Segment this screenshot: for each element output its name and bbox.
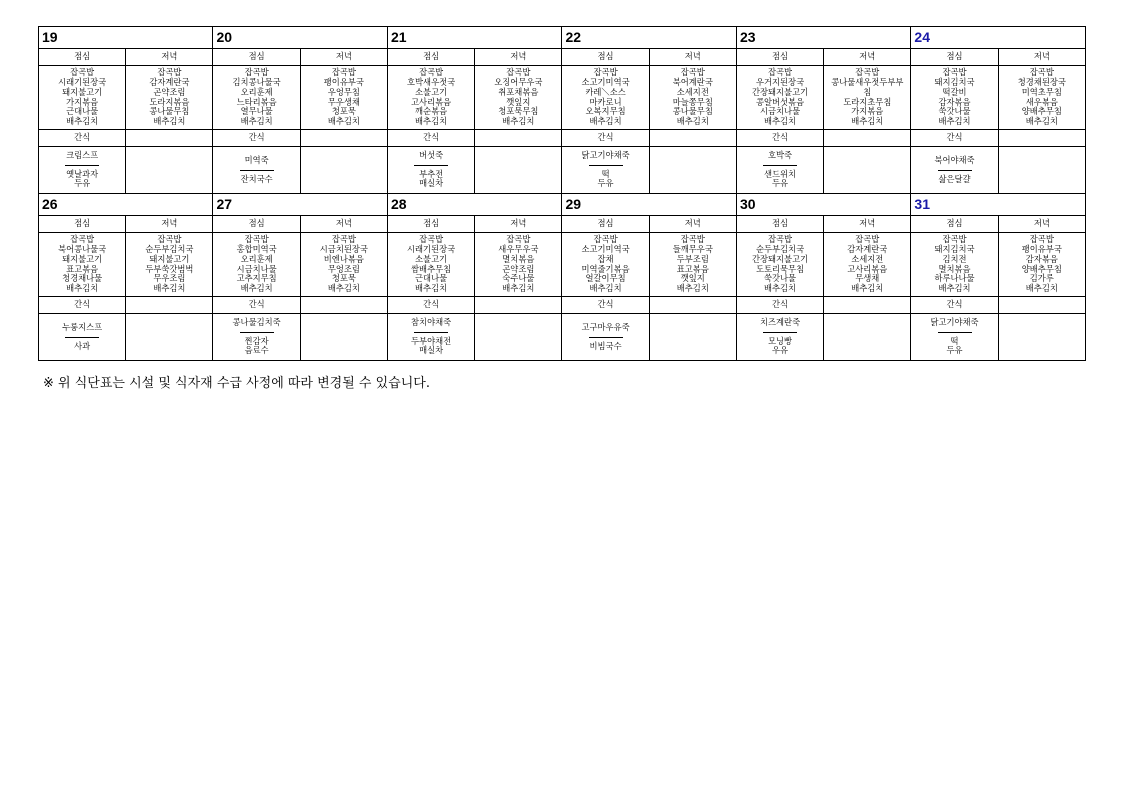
snack-header: 간식 xyxy=(387,130,474,147)
lunch-menu: 잡곡밥 호박새우젓국 소불고기 고사리볶음 깨순볶음 배추김치 xyxy=(387,66,474,130)
snack-divider xyxy=(414,165,448,166)
dinner-header: 저녁 xyxy=(649,216,736,233)
lunch-header: 점심 xyxy=(387,216,474,233)
lunch-menu: 잡곡밥 시래기된장국 돼지불고기 가지볶음 근대나물 배추김치 xyxy=(39,66,126,130)
lunch-menu: 잡곡밥 순두부김치국 간장돼지불고기 도토리묵무침 쑥갓나물 배추김치 xyxy=(736,233,823,297)
lunch-menu: 잡곡밥 시래기된장국 소불고기 쌈배추무침 근대나물 배추김치 xyxy=(387,233,474,297)
day-number: 23 xyxy=(736,27,910,49)
empty-cell xyxy=(824,314,911,361)
lunch-header: 점심 xyxy=(213,49,300,66)
day-number: 20 xyxy=(213,27,387,49)
dinner-header: 저녁 xyxy=(998,216,1085,233)
snack-header: 간식 xyxy=(39,130,126,147)
snack-main: 미역죽 xyxy=(244,154,269,165)
lunch-header: 점심 xyxy=(387,49,474,66)
empty-cell xyxy=(649,314,736,361)
table-row xyxy=(39,233,1086,297)
snack-main: 치즈계란죽 xyxy=(760,316,801,327)
empty-cell xyxy=(998,130,1085,147)
empty-cell xyxy=(126,130,213,147)
empty-cell xyxy=(475,147,562,194)
lunch-header: 점심 xyxy=(911,49,998,66)
lunch-header: 점심 xyxy=(39,49,126,66)
snack-main: 참치야채죽 xyxy=(411,316,452,327)
snack-side: 떡 두유 xyxy=(597,168,614,189)
lunch-menu: 잡곡밥 홍합미역국 오리훈제 시금치나물 고추지무침 배추김치 xyxy=(213,233,300,297)
empty-cell xyxy=(475,297,562,314)
snack-header: 간식 xyxy=(911,297,998,314)
snack-header: 간식 xyxy=(213,130,300,147)
snack-header: 간식 xyxy=(911,130,998,147)
snack-header: 간식 xyxy=(736,297,823,314)
snack-divider xyxy=(938,170,972,171)
lunch-header: 점심 xyxy=(562,49,649,66)
dinner-menu: 잡곡밥 북어계란국 소세지전 마늘쫑무침 콩나물무침 배추김치 xyxy=(649,66,736,130)
day-number: 19 xyxy=(39,27,213,49)
snack-divider xyxy=(240,332,274,333)
snack-side: 비빔국수 xyxy=(589,340,622,351)
snack-menu xyxy=(39,147,126,194)
snack-divider xyxy=(414,332,448,333)
snack-menu xyxy=(562,147,649,194)
dinner-header: 저녁 xyxy=(475,49,562,66)
empty-cell xyxy=(300,314,387,361)
table-row xyxy=(39,297,1086,314)
dinner-menu: 잡곡밥 콩나물새우젓두부부 침 도라지초무침 가지볶음 배추김치 xyxy=(824,66,911,130)
dinner-menu: 잡곡밥 오징어무우국 취포채볶음 깻잎지 청포묵무침 배추김치 xyxy=(475,66,562,130)
dinner-menu: 잡곡밥 팽이유부국 감자볶음 양배추무침 김가루 배추김치 xyxy=(998,233,1085,297)
snack-menu xyxy=(911,314,998,361)
snack-header: 간식 xyxy=(39,297,126,314)
snack-side: 사과 xyxy=(74,340,91,351)
empty-cell xyxy=(824,297,911,314)
table-row xyxy=(39,147,1086,194)
dinner-menu: 잡곡밥 순두부김치국 돼지불고기 두부쑥갓범벅 무우조림 배추김치 xyxy=(126,233,213,297)
snack-menu xyxy=(213,147,300,194)
day-number: 28 xyxy=(387,194,561,216)
snack-header: 간식 xyxy=(562,130,649,147)
day-number: 30 xyxy=(736,194,910,216)
snack-side: 떡 두유 xyxy=(946,335,963,356)
lunch-menu: 잡곡밥 김치콩나물국 오리훈제 느타리볶음 열무나물 배추김치 xyxy=(213,66,300,130)
snack-side: 샌드위치 두유 xyxy=(764,168,797,189)
day-number: 31 xyxy=(911,194,1086,216)
snack-header: 간식 xyxy=(736,130,823,147)
snack-main: 버섯죽 xyxy=(419,149,444,160)
lunch-header: 점심 xyxy=(39,216,126,233)
snack-menu xyxy=(213,314,300,361)
day-number: 24 xyxy=(911,27,1086,49)
snack-side: 모닝빵 우유 xyxy=(768,335,793,356)
snack-header: 간식 xyxy=(562,297,649,314)
snack-header: 간식 xyxy=(213,297,300,314)
snack-main: 고구마우유죽 xyxy=(581,321,630,332)
lunch-menu: 잡곡밥 우거지된장국 간장돼지불고기 콩알버섯볶음 시금치나물 배추김치 xyxy=(736,66,823,130)
snack-divider xyxy=(589,165,623,166)
empty-cell xyxy=(126,147,213,194)
snack-menu xyxy=(562,314,649,361)
snack-divider xyxy=(240,170,274,171)
day-number: 26 xyxy=(39,194,213,216)
dinner-menu: 잡곡밥 들깨무우국 두부조림 표고볶음 깻잎지 배추김치 xyxy=(649,233,736,297)
snack-divider xyxy=(589,337,623,338)
snack-divider xyxy=(65,165,99,166)
snack-main: 북어야채죽 xyxy=(934,154,975,165)
snack-menu xyxy=(911,147,998,194)
day-number: 27 xyxy=(213,194,387,216)
table-row xyxy=(39,49,1086,66)
snack-side: 찐감자 음료수 xyxy=(244,335,269,356)
lunch-header: 점심 xyxy=(213,216,300,233)
dinner-header: 저녁 xyxy=(998,49,1085,66)
dinner-header: 저녁 xyxy=(649,49,736,66)
snack-main: 닭고기야채죽 xyxy=(581,149,630,160)
table-row xyxy=(39,66,1086,130)
meal-calendar-table xyxy=(38,26,1086,361)
footer-note: ※ 위 식단표는 시설 및 식자재 수급 사정에 따라 변경될 수 있습니다. xyxy=(43,376,430,391)
empty-cell xyxy=(475,314,562,361)
day-number: 21 xyxy=(387,27,561,49)
snack-main: 콩나물김치죽 xyxy=(232,316,281,327)
snack-divider xyxy=(763,332,797,333)
table-row xyxy=(39,27,1086,49)
dinner-header: 저녁 xyxy=(824,216,911,233)
empty-cell xyxy=(824,147,911,194)
table-row xyxy=(39,216,1086,233)
snack-side: 잔치국수 xyxy=(240,173,273,184)
snack-side: 삶은달걀 xyxy=(938,173,971,184)
empty-cell xyxy=(300,130,387,147)
lunch-header: 점심 xyxy=(562,216,649,233)
empty-cell xyxy=(649,130,736,147)
snack-menu xyxy=(387,147,474,194)
snack-main: 누룽지스프 xyxy=(62,321,103,332)
day-number: 22 xyxy=(562,27,736,49)
snack-divider xyxy=(65,337,99,338)
empty-cell xyxy=(649,147,736,194)
lunch-header: 점심 xyxy=(736,216,823,233)
lunch-header: 점심 xyxy=(911,216,998,233)
snack-header: 간식 xyxy=(387,297,474,314)
empty-cell xyxy=(126,297,213,314)
lunch-menu: 잡곡밥 돼지김치국 떡갈비 감자볶음 쑥갓나물 배추김치 xyxy=(911,66,998,130)
snack-menu xyxy=(387,314,474,361)
meal-calendar-body xyxy=(39,27,1086,361)
lunch-menu: 잡곡밥 북어콩나물국 돼지불고기 표고볶음 청경채나물 배추김치 xyxy=(39,233,126,297)
snack-main: 크림스프 xyxy=(66,149,99,160)
empty-cell xyxy=(998,314,1085,361)
table-row xyxy=(39,314,1086,361)
day-number: 29 xyxy=(562,194,736,216)
lunch-menu: 잡곡밥 돼지김치국 김치전 멸치볶음 하루나나물 배추김치 xyxy=(911,233,998,297)
snack-menu xyxy=(39,314,126,361)
snack-main: 닭고기야채죽 xyxy=(930,316,979,327)
snack-main: 호박죽 xyxy=(768,149,793,160)
lunch-header: 점심 xyxy=(736,49,823,66)
snack-menu xyxy=(736,147,823,194)
empty-cell xyxy=(300,147,387,194)
snack-divider xyxy=(938,332,972,333)
table-row xyxy=(39,194,1086,216)
dinner-menu: 잡곡밥 새우무우국 멸치볶음 곤약조림 숙주나물 배추김치 xyxy=(475,233,562,297)
empty-cell xyxy=(649,297,736,314)
snack-side: 옛날과자 두유 xyxy=(66,168,99,189)
snack-divider xyxy=(763,165,797,166)
dinner-menu: 잡곡밥 감자계란국 곤약조림 도라지볶음 콩나물무침 배추김치 xyxy=(126,66,213,130)
dinner-menu: 잡곡밥 팽이유부국 우엉무침 무우생채 청포묵 배추김치 xyxy=(300,66,387,130)
dinner-menu: 잡곡밥 감자계란국 소세지전 고사리볶음 무생채 배추김치 xyxy=(824,233,911,297)
snack-menu xyxy=(736,314,823,361)
snack-side: 두부야채전 매실차 xyxy=(411,335,452,356)
dinner-menu: 잡곡밥 시금치된장국 비엔나볶음 무엉조림 청포묵 배추김치 xyxy=(300,233,387,297)
dinner-header: 저녁 xyxy=(300,49,387,66)
dinner-menu: 잡곡밥 청경채된장국 미역초무침 새우볶음 양배추무침 배추김치 xyxy=(998,66,1085,130)
lunch-menu: 잡곡밥 소고기미역국 잡채 미역줄기볶음 얼갈이무침 배추김치 xyxy=(562,233,649,297)
empty-cell xyxy=(998,297,1085,314)
empty-cell xyxy=(998,147,1085,194)
empty-cell xyxy=(300,297,387,314)
snack-side: 부추전 매실차 xyxy=(419,168,444,189)
dinner-header: 저녁 xyxy=(300,216,387,233)
dinner-header: 저녁 xyxy=(475,216,562,233)
empty-cell xyxy=(824,130,911,147)
dinner-header: 저녁 xyxy=(126,216,213,233)
empty-cell xyxy=(126,314,213,361)
lunch-menu: 잡곡밥 소고기미역국 카레＼소스 마카로니 오복지무침 배추김치 xyxy=(562,66,649,130)
table-row xyxy=(39,130,1086,147)
empty-cell xyxy=(475,130,562,147)
dinner-header: 저녁 xyxy=(126,49,213,66)
dinner-header: 저녁 xyxy=(824,49,911,66)
